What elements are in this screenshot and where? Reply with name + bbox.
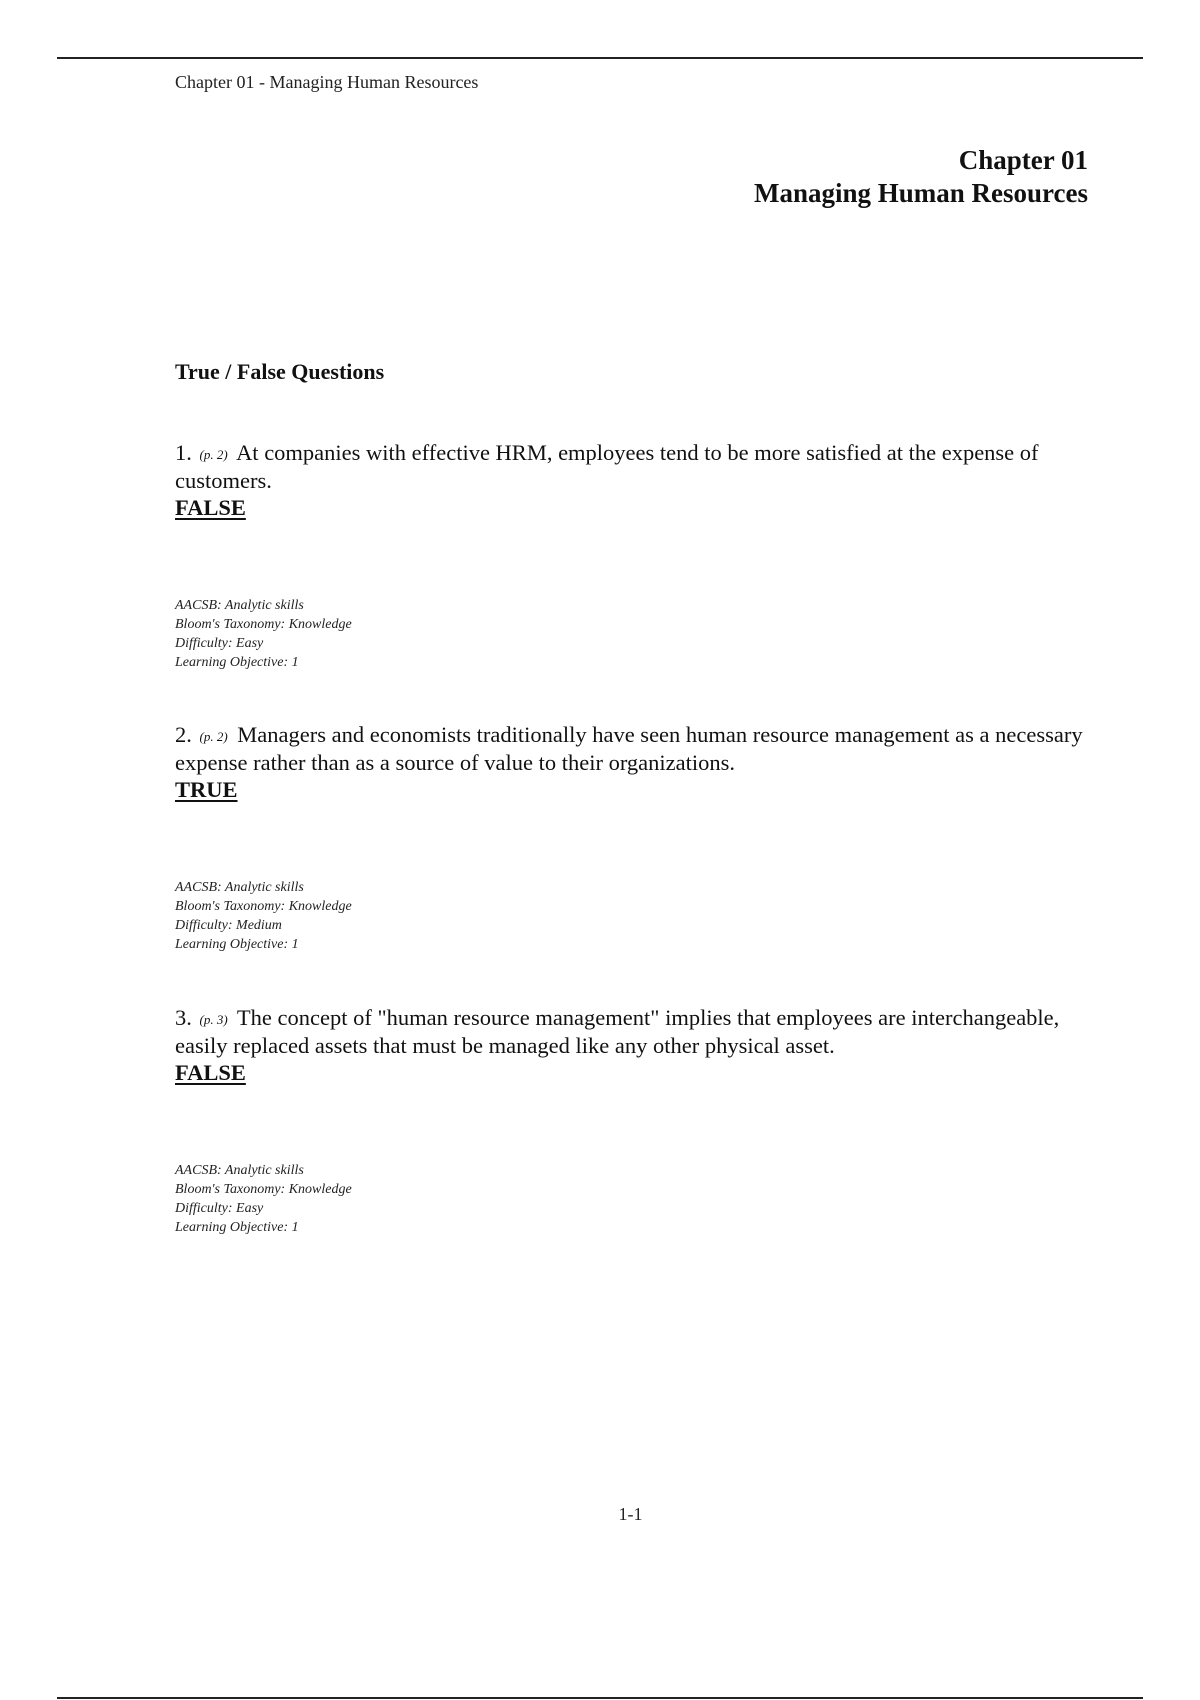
chapter-number: Chapter 01: [958, 145, 1088, 175]
meta-aacsb: AACSB: Analytic skills: [175, 880, 304, 895]
meta-bloom: Bloom's Taxonomy: Knowledge: [175, 617, 352, 632]
question-text: Managers and economists traditionally have seen human resource management as a necessary expense rather than as a source of value to their organizations.: [175, 722, 1083, 775]
meta-objective: Learning Objective: 1: [175, 655, 299, 670]
question-body: [175, 440, 1085, 494]
question-number: 1.: [175, 440, 192, 465]
chapter-title: [754, 144, 1088, 210]
question-body: [175, 1005, 1085, 1059]
page-reference: (p. 2): [199, 447, 228, 462]
chapter-name: Managing Human Resources: [753, 178, 1088, 208]
question-number: 2.: [175, 722, 192, 747]
page-reference: (p. 3): [199, 1012, 228, 1027]
running-header: Chapter 01 - Managing Human Resources: [175, 72, 479, 92]
question-answer: TRUE: [175, 777, 238, 802]
question-2: [175, 722, 1085, 954]
meta-difficulty: Difficulty: Easy: [175, 636, 264, 651]
question-body: [175, 722, 1085, 776]
top-rule: [57, 57, 1143, 59]
meta-aacsb: AACSB: Analytic skills: [175, 598, 304, 613]
meta-difficulty: Difficulty: Easy: [175, 1201, 264, 1216]
bottom-rule: [57, 1697, 1143, 1699]
meta-bloom: Bloom's Taxonomy: Knowledge: [175, 1182, 352, 1197]
question-text: The concept of "human resource management" implies that employees are interchangeable, easily replaced assets that must be managed like any other physical asset.: [175, 1005, 1060, 1058]
meta-difficulty: Difficulty: Medium: [175, 918, 282, 933]
question-answer: FALSE: [175, 495, 246, 520]
question-metadata: [175, 1161, 1085, 1237]
section-heading: True / False Questions: [175, 359, 385, 384]
question-3: [175, 1005, 1085, 1237]
meta-bloom: Bloom's Taxonomy: Knowledge: [175, 899, 352, 914]
meta-objective: Learning Objective: 1: [175, 1220, 299, 1235]
question-answer: FALSE: [175, 1060, 246, 1085]
page-reference: (p. 2): [199, 729, 228, 744]
question-number: 3.: [175, 1005, 192, 1030]
question-1: [175, 440, 1085, 672]
question-text: At companies with effective HRM, employees tend to be more satisfied at the expense of customers.: [175, 440, 1039, 493]
meta-objective: Learning Objective: 1: [175, 937, 299, 952]
page-number: 1-1: [618, 1504, 643, 1524]
question-metadata: [175, 596, 1085, 672]
meta-aacsb: AACSB: Analytic skills: [175, 1163, 304, 1178]
question-metadata: [175, 878, 1085, 954]
